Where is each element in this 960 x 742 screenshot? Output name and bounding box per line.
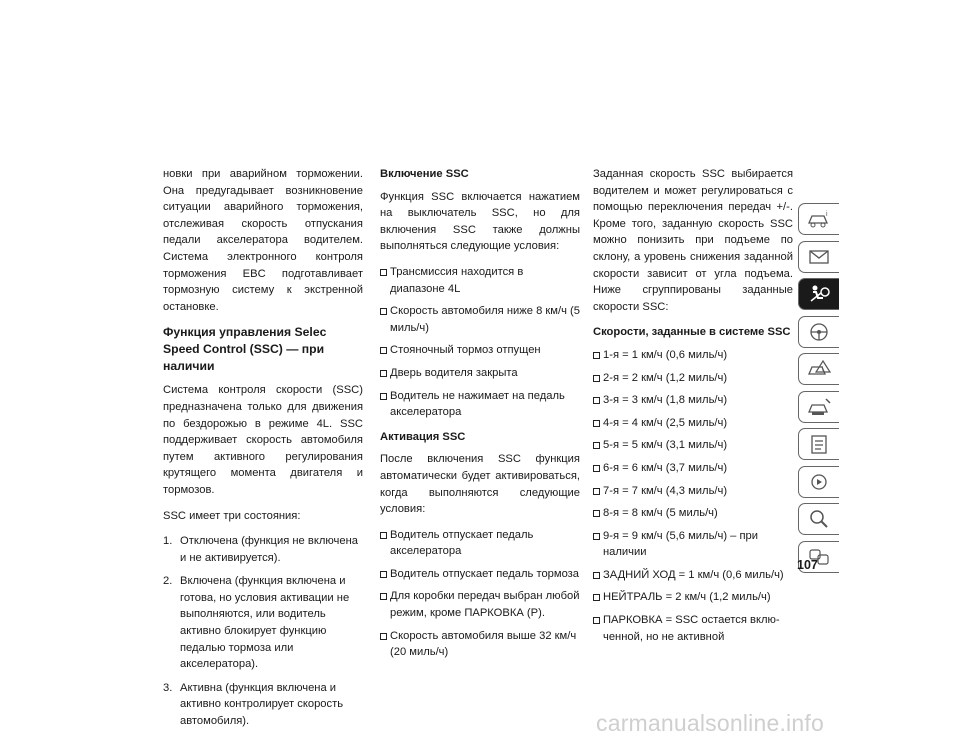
section-heading-ssc: Функция управления Selec Speed Control (SSC) — при наличии <box>163 325 327 374</box>
list-item-text: Включена (функция включена и готова, но условия активации не выполняются, или водитель активно блокирует функцию педалью тормоза или акселератора). <box>180 575 350 671</box>
checkbox-bullet-icon <box>593 533 600 540</box>
text-column-2 <box>380 166 580 667</box>
paragraph: SSC имеет три состояния: <box>163 509 301 522</box>
text-column-1 <box>163 166 363 737</box>
list-item: 4-я = 4 км/ч (2,5 миль/ч) <box>593 415 793 432</box>
tab-vehicle-info[interactable] <box>798 203 839 235</box>
list-item: 9-я = 9 км/ч (5,6 миль/ч) – при наличии <box>593 528 793 561</box>
checkbox-bullet-icon <box>593 465 600 472</box>
list-item <box>163 533 363 566</box>
list-item <box>163 573 363 673</box>
checkbox-bullet-icon <box>380 633 387 640</box>
tab-emergency[interactable] <box>798 353 839 385</box>
envelope-icon <box>806 246 832 268</box>
svg-text:!: ! <box>821 366 824 373</box>
checkbox-bullet-icon <box>593 572 600 579</box>
list-item: Скорость автомобиля ниже 8 км/ч (5 миль/ч) <box>380 303 580 336</box>
list-item: Водитель не нажимает на педаль акселератора <box>380 388 580 421</box>
paragraph: Заданная скорость SSC выбирается водителем и может регулироваться с помощью переключения передач +/-. Кроме того, заданную скорость SSC можно понизить при подъеме по склону, а уровень снижения заданной скорости зависит от угла подъема. Ниже сгруппированы заданные скорости SSC: <box>593 168 793 313</box>
list-item: Водитель отпускает педаль тормоза <box>380 566 580 583</box>
paragraph: Система контроля скорости (SSC) предназначена только для движения по бездорожью в режиме 4L. SSC поддерживает скорость автомобиля путем активного регулирования крутящего момента двигателя и тормозов. <box>163 384 363 496</box>
car-service-icon <box>806 396 832 418</box>
checkbox-bullet-icon <box>380 571 387 578</box>
list-item: 6-я = 6 км/ч (3,7 миль/ч) <box>593 460 793 477</box>
list-item: 1-я = 1 км/ч (0,6 миль/ч) <box>593 347 793 364</box>
list-item: 5-я = 5 км/ч (3,1 миль/ч) <box>593 437 793 454</box>
subheading-enable-ssc: Включение SSC <box>380 168 469 180</box>
list-item: Стояночный тормоз отпущен <box>380 342 580 359</box>
list-item-text: Активна (функция включена и активно контролирует скорость автомобиля). <box>180 681 344 728</box>
search-icon <box>806 508 832 530</box>
list-number: 3. <box>163 681 173 694</box>
list-item: 2-я = 2 км/ч (1,2 миль/ч) <box>593 370 793 387</box>
subheading-ssc-speeds: Скорости, заданные в системе SSC <box>593 326 791 339</box>
checkbox-bullet-icon <box>380 593 387 600</box>
list-item: Для коробки передач выбран любой режим, кроме ПАРКОВКА (P). <box>380 588 580 621</box>
list-item: ПАРКОВКА = SSC остается включенной, но не активной <box>593 612 793 645</box>
list-item-text: Отключена (функция не включена и не активируется). <box>180 535 358 564</box>
enable-conditions-list <box>380 264 580 421</box>
watermark: carmanualsonline.info <box>596 710 824 736</box>
checkbox-bullet-icon <box>593 420 600 427</box>
checkbox-bullet-icon <box>380 269 387 276</box>
states-list <box>163 533 363 730</box>
tab-starting-operating[interactable] <box>798 316 839 348</box>
multimedia-icon <box>806 471 832 493</box>
checkbox-bullet-icon <box>593 594 600 601</box>
checklist-icon <box>806 433 832 455</box>
list-item: Трансмиссия находится в диапазоне 4L <box>380 264 580 297</box>
checkbox-bullet-icon <box>593 375 600 382</box>
list-item: НЕЙТРАЛЬ = 2 км/ч (1,2 миль/ч) <box>593 589 793 606</box>
paragraph: Функция SSC включается нажатием на выключатель SSC, но для включения SSC также должны выполняться следующие условия: <box>380 190 580 253</box>
subheading-activate-ssc: Активация SSC <box>380 430 466 443</box>
list-number: 2. <box>163 575 173 588</box>
car-info-icon <box>806 208 832 230</box>
list-item: 8-я = 8 км/ч (5 миль/ч) <box>593 505 793 522</box>
activation-conditions-list <box>380 527 580 661</box>
checkbox-bullet-icon <box>593 352 600 359</box>
tab-index[interactable] <box>798 503 839 535</box>
chapter-tabs <box>798 203 840 578</box>
svg-text:i: i <box>826 211 828 218</box>
airbag-safety-icon <box>806 283 832 305</box>
ssc-speeds-list <box>593 347 793 645</box>
list-item: 7-я = 7 км/ч (4,3 миль/ч) <box>593 483 793 500</box>
page-number: 107 <box>797 558 818 572</box>
checkbox-bullet-icon <box>380 532 387 539</box>
list-item: Водитель отпускает педаль акселератора <box>380 527 580 560</box>
tab-safety[interactable] <box>798 278 839 310</box>
paragraph: После включения SSC функция автоматически будет активироваться, когда выполняются следующие условия: <box>380 453 580 516</box>
checkbox-bullet-icon <box>593 617 600 624</box>
tab-specifications[interactable] <box>798 428 839 460</box>
checkbox-bullet-icon <box>593 397 600 404</box>
checkbox-bullet-icon <box>380 370 387 377</box>
list-item: ЗАДНИЙ ХОД = 1 км/ч (0,6 миль/ч) <box>593 567 793 584</box>
checkbox-bullet-icon <box>380 347 387 354</box>
car-warning-icon <box>806 358 832 380</box>
checkbox-bullet-icon <box>593 488 600 495</box>
tab-instrument-panel[interactable] <box>798 241 839 273</box>
text-column-3 <box>593 166 793 651</box>
steering-wheel-icon <box>806 321 832 343</box>
checkbox-bullet-icon <box>593 510 600 517</box>
list-item <box>163 680 363 730</box>
list-item: Дверь водителя закрыта <box>380 365 580 382</box>
list-number: 1. <box>163 535 173 548</box>
tab-multimedia[interactable] <box>798 466 839 498</box>
paragraph: новки при аварийном торможении. Она предугадывает возникновение ситуации аварийного торможения, отслеживая скорость отпускания педали акселератора водителем. Система электронного контроля торможения EBC подготавливает тормозную систему к экстренной остановке. <box>163 168 363 313</box>
list-item: Скорость автомобиля выше 32 км/ч (20 миль/ч) <box>380 628 580 661</box>
checkbox-bullet-icon <box>593 442 600 449</box>
checkbox-bullet-icon <box>380 393 387 400</box>
checkbox-bullet-icon <box>380 308 387 315</box>
tab-servicing[interactable] <box>798 391 839 423</box>
list-item: 3-я = 3 км/ч (1,8 миль/ч) <box>593 392 793 409</box>
